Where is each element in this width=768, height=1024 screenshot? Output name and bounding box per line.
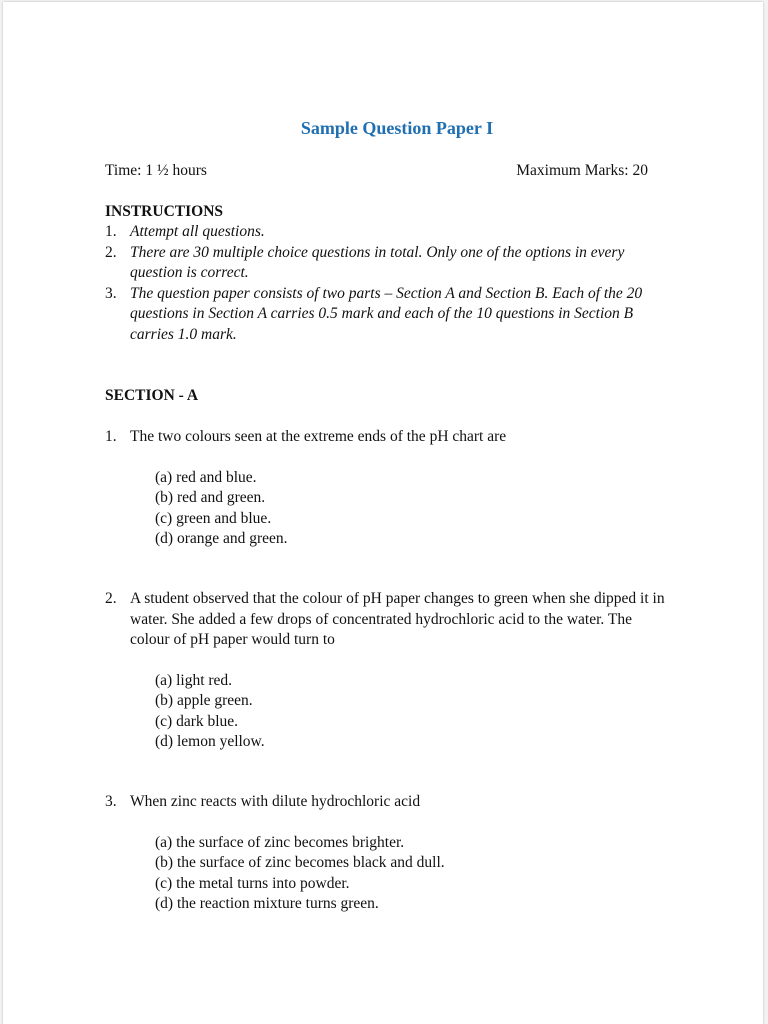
option-c: (c) dark blue. — [155, 712, 239, 730]
options-list — [155, 468, 665, 550]
question-stem — [105, 792, 665, 813]
document-page — [3, 2, 763, 1024]
question-2 — [105, 589, 665, 753]
question-3 — [105, 792, 665, 915]
option-c: (c) green and blue. — [155, 509, 272, 527]
option-b: (b) apple green. — [155, 692, 253, 709]
option-a: (a) the surface of zinc becomes brighter. — [155, 833, 405, 851]
option-d: (d) lemon yellow. — [155, 733, 265, 750]
instruction-number: 1. — [105, 223, 117, 240]
instruction-text: Attempt all questions. — [130, 223, 265, 240]
question-text: The two colours seen at the extreme ends of the pH chart are — [130, 428, 507, 445]
instruction-number: 2. — [105, 243, 117, 261]
option-c: (c) the metal turns into powder. — [155, 874, 350, 892]
instructions-list — [105, 222, 665, 345]
question-stem — [105, 427, 665, 448]
instruction-number: 3. — [105, 284, 117, 302]
instruction-item — [105, 284, 665, 346]
question-number: 2. — [105, 590, 117, 607]
question-text: When zinc reacts with dilute hydrochloric acid — [130, 793, 421, 810]
option-b: (b) red and green. — [155, 489, 266, 506]
question-number: 3. — [105, 793, 117, 810]
question-1 — [105, 427, 665, 550]
instruction-item — [105, 243, 665, 284]
option-d: (d) the reaction mixture turns green. — [155, 895, 379, 912]
question-stem — [105, 589, 665, 651]
options-list — [155, 671, 665, 753]
section-a-heading: SECTION - A — [105, 387, 199, 404]
time-allowed: Time: 1 ½ hours — [105, 162, 207, 179]
options-list — [155, 833, 665, 915]
instructions-heading: INSTRUCTIONS — [105, 203, 224, 220]
question-number: 1. — [105, 428, 117, 445]
question-text: A student observed that the colour of pH paper changes to green when she dipped it in water. She added a few drops of concentrated hydrochloric acid to the water. The colour of pH paper would turn to — [130, 590, 665, 648]
option-d: (d) orange and green. — [155, 530, 288, 547]
maximum-marks: Maximum Marks: 20 — [516, 162, 648, 179]
option-a: (a) red and blue. — [155, 468, 257, 486]
paper-title: Sample Question Paper I — [300, 118, 494, 138]
instruction-text: There are 30 multiple choice questions in total. Only one of the options in every question is correct. — [130, 243, 625, 281]
option-b: (b) the surface of zinc becomes black and dull. — [155, 854, 445, 871]
instruction-text: The question paper consists of two parts – Section A and Section B. Each of the 20 questions in Section A carries 0.5 mark and each of the 10 questions in Section B carries 1.0 mark. — [130, 284, 643, 343]
option-a: (a) light red. — [155, 671, 233, 689]
instruction-item — [105, 222, 665, 243]
